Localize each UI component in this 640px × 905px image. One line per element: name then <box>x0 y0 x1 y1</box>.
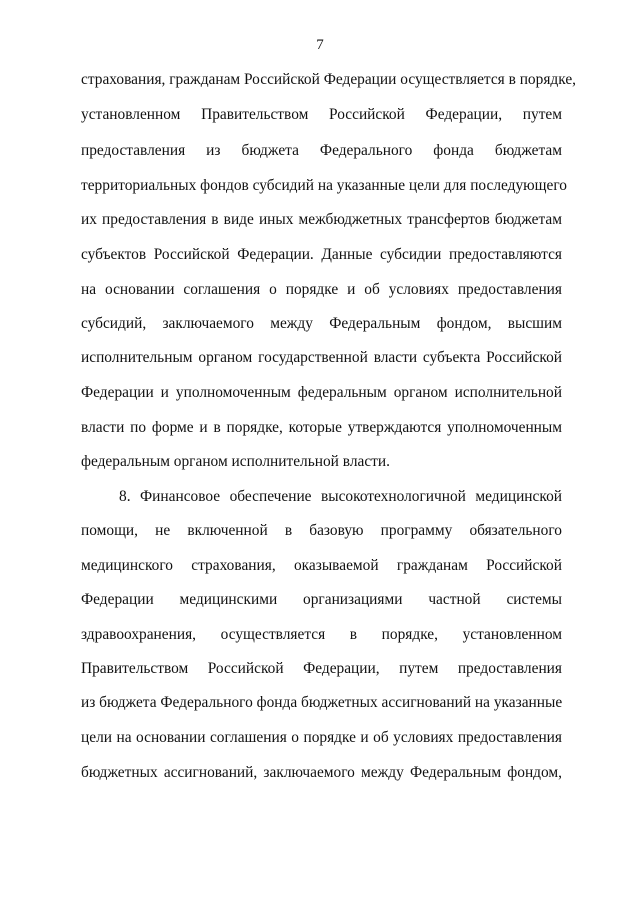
text-line: предоставления из бюджета Федерального фонда бюджетам <box>81 142 562 159</box>
text-line: Правительством Российской Федерации, путем предоставления <box>81 660 562 677</box>
text-line: субъектов Российской Федерации. Данные субсидии предоставляются <box>81 246 562 263</box>
text-line: субсидий, заключаемого между Федеральным фондом, высшим <box>81 315 562 332</box>
text-line: на основании соглашения о порядке и об условиях предоставления <box>81 281 562 298</box>
paragraph-8-first-line: 8. Финансовое обеспечение высокотехнологичной медицинской <box>119 488 562 505</box>
text-line: их предоставления в виде иных межбюджетных трансфертов бюджетам <box>81 211 562 228</box>
text-line: цели на основании соглашения о порядке и об условиях предоставления <box>81 729 562 746</box>
text-line: из бюджета Федерального фонда бюджетных ассигнований на указанные <box>81 694 563 711</box>
text-line: установленном Правительством Российской Федерации, путем <box>81 106 562 123</box>
text-line: исполнительным органом государственной власти субъекта Российской <box>81 349 562 366</box>
text-line: Федерации и уполномоченным федеральным органом исполнительной <box>81 384 562 401</box>
text-line: территориальных фондов субсидий на указанные цели для последующего <box>81 177 567 194</box>
text-line: бюджетных ассигнований, заключаемого между Федеральным фондом, <box>81 764 562 781</box>
text-line: медицинского страхования, оказываемой гражданам Российской <box>81 557 562 574</box>
text-line: помощи, не включенной в базовую программу обязательного <box>81 522 562 539</box>
text-line: здравоохранения, осуществляется в порядке, установленном <box>81 626 562 643</box>
text-line: власти по форме и в порядке, которые утверждаются уполномоченным <box>81 419 562 436</box>
text-line: федеральным органом исполнительной власти. <box>81 453 390 470</box>
text-line: Федерации медицинскими организациями частной системы <box>81 591 562 608</box>
page-number: 7 <box>316 37 324 53</box>
text-line: страхования, гражданам Российской Федерации осуществляется в порядке, <box>81 71 577 88</box>
